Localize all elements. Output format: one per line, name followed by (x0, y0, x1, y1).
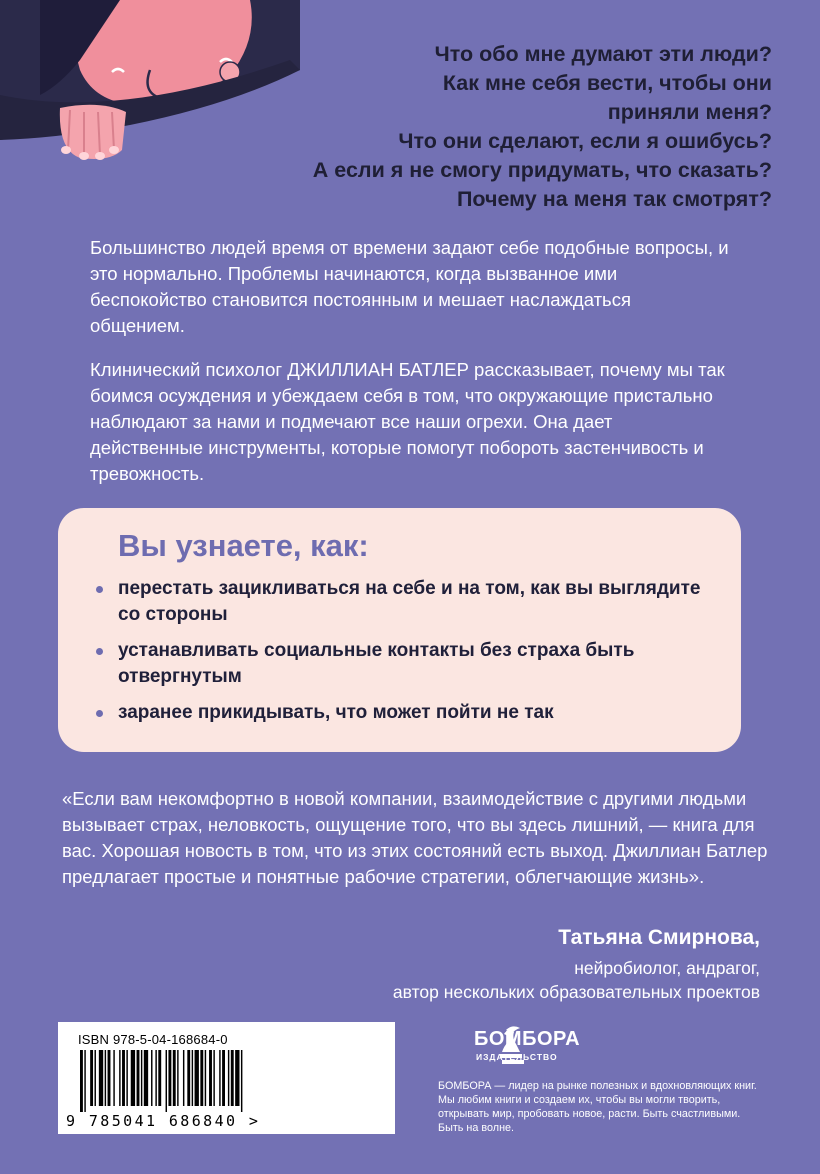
question-line: А если я не смогу придумать, что сказать? (312, 158, 772, 182)
barcode-bar (137, 1050, 140, 1106)
barcode-bar (228, 1050, 229, 1106)
barcode-bar (126, 1050, 127, 1106)
barcode-bars (80, 1050, 372, 1112)
question-line: Как мне себя вести, чтобы они (442, 71, 772, 95)
barcode-bar (168, 1050, 171, 1106)
barcode-bar (173, 1050, 176, 1106)
question-line: приняли меня? (607, 100, 772, 124)
bullet-icon (96, 710, 103, 717)
question-line: Что они сделают, если я ошибусь? (398, 129, 772, 153)
barcode-bar (219, 1050, 220, 1106)
barcode-bar (205, 1050, 206, 1106)
barcode-bar (183, 1050, 184, 1106)
author-role-line: нейробиолог, андрагог, (574, 958, 760, 978)
barcode-bar (99, 1050, 103, 1106)
barcode-bar (195, 1050, 199, 1106)
testimonial-author-name: Татьяна Смирнова, (558, 926, 760, 949)
learn-item-text: перестать зацикливаться на себе и на том, как вы выглядите со стороны (118, 578, 701, 625)
publisher-description: БОМБОРА — лидер на рынке полезных и вдохновляющих книг. Мы любим книги и создаем их, чтобы вы могли творить, открывать мир, пробовать новое, расти. Быть счастливыми. Быть на волне. (438, 1080, 757, 1134)
barcode-bar (141, 1050, 142, 1106)
barcode-bar (80, 1050, 83, 1112)
testimonial-quote: «Если вам некомфортно в новой компании, взаимодействие с другими людьми вызывает страх, неловкость, ощущение того, что вы здесь лишний, — книга для вас. Хорошая новость в том, что из этих состояний есть выход. Джиллиан Батлер предлагает простые и понятные рабочие стратегии, облегчающие жизнь». (62, 788, 768, 887)
barcode-bar (158, 1050, 161, 1106)
publisher-logo-subtitle: ИЗДАТЕЛЬСТВО (476, 1052, 558, 1062)
barcode-bar (119, 1050, 120, 1106)
barcode-bar (113, 1050, 114, 1106)
barcode-bar (108, 1050, 111, 1106)
intro-paragraph: Большинство людей время от времени задают себе подобные вопросы, и это нормально. Проблемы начинаются, когда вызванное ими беспокойство становится постоянным и мешает наслаждаться общением. (90, 237, 729, 336)
barcode-bar (84, 1050, 85, 1112)
barcode-bar (241, 1050, 242, 1112)
bullet-icon (96, 648, 103, 655)
barcode-bar (151, 1050, 152, 1106)
barcode-bar (192, 1050, 193, 1106)
testimonial-author-role (393, 956, 760, 1004)
barcode-digits: 9 785041 686840 > (66, 1112, 261, 1130)
learn-item (96, 638, 716, 690)
barcode-bar (187, 1050, 190, 1106)
barcode-bar (90, 1050, 93, 1106)
learn-list (96, 576, 716, 736)
barcode-bar (166, 1050, 167, 1112)
barcode-bar (155, 1050, 156, 1106)
barcode-bar (222, 1050, 225, 1106)
author-description-paragraph: Клинический психолог ДЖИЛЛИАН БАТЛЕР рассказывает, почему мы так боимся осуждения и убеждаем себя в том, что окружающие пристально наблюдают за нами и подмечают все наши огрехи. Она дает действенные инструменты, которые помогут побороть застенчивость и тревожность. (90, 359, 725, 484)
barcode-bar (177, 1050, 178, 1106)
barcode-bar (122, 1050, 125, 1106)
question-line: Почему на меня так смотрят? (456, 187, 772, 211)
learn-title: Вы узнаете, как: (118, 528, 369, 563)
isbn-barcode (58, 1022, 395, 1134)
learn-item (96, 700, 716, 726)
barcode-bar (209, 1050, 212, 1106)
barcode-bar (231, 1050, 234, 1106)
barcode-bar (105, 1050, 106, 1106)
learn-item-text: заранее прикидывать, что может пойти не так (118, 702, 554, 723)
learn-box (58, 508, 741, 752)
question-line: Что обо мне думают эти люди? (434, 42, 772, 66)
barcode-bar (131, 1050, 135, 1106)
question-list (212, 40, 772, 214)
isbn-number: ISBN 978-5-04-168684-0 (78, 1032, 228, 1047)
author-role-line: автор нескольких образовательных проектов (392, 982, 760, 1002)
barcode-bar (95, 1050, 96, 1106)
learn-item-text: устанавливать социальные контакты без страха быть отвергнутым (118, 640, 635, 687)
barcode-bar (200, 1050, 203, 1106)
barcode-bar (213, 1050, 214, 1106)
publisher-logo-name: БОМБОРА (474, 1028, 581, 1050)
barcode-bar (144, 1050, 148, 1106)
learn-item (96, 576, 716, 628)
barcode-bar (235, 1050, 239, 1106)
bullet-icon (96, 586, 103, 593)
